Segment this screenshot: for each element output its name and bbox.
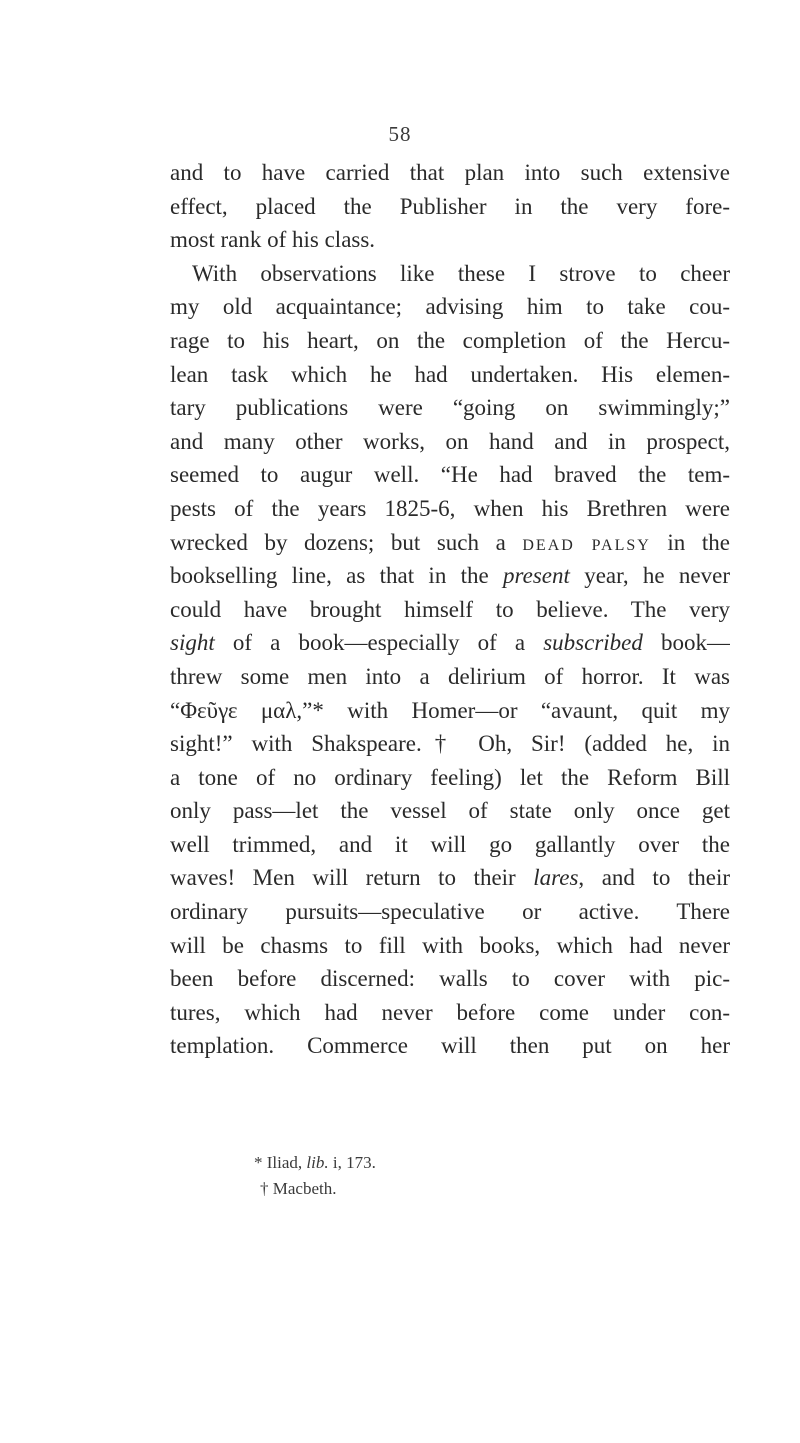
text-run: waves! Men will return to their [170, 865, 534, 891]
text-line: a tone of no ordinary feeling) let the Reform Bill [170, 764, 730, 790]
text-line: pests of the years 1825-6, when his Brethren were [170, 495, 730, 521]
body-text [170, 156, 730, 1063]
text-line: and many other works, on hand and in prospect, [170, 428, 730, 454]
text-line: tures, which had never before come under con- [170, 999, 730, 1025]
text-line: most rank of his class. [170, 227, 376, 253]
text-run: book— [642, 630, 730, 656]
italic-run: subscribed [543, 630, 643, 656]
text-line [170, 526, 730, 560]
text-line [170, 626, 730, 660]
text-line [170, 559, 730, 593]
text-line: lean task which he had undertaken. His elemen- [170, 361, 730, 387]
text-line: my old acquaintance; advising him to take cou- [170, 294, 730, 320]
text-run: of a book—especially of a [214, 630, 544, 656]
text-run: year, he never [569, 563, 730, 589]
footnotes [254, 1150, 376, 1202]
text-line: will be chasms to fill with books, which had never [170, 932, 730, 958]
italic-run: present [503, 563, 570, 589]
text-line: rage to his heart, on the completion of the Hercu- [170, 327, 730, 353]
page-number: 58 [388, 122, 412, 146]
text-line: seemed to augur well. “He had braved the tem- [170, 462, 730, 488]
text-line: “Φεῦγε μαλ,”* with Homer—or “avaunt, quit my [170, 697, 730, 723]
text-line: templation. Commerce will then put on her [170, 1033, 730, 1059]
text-line: only pass—let the vessel of state only once get [170, 798, 730, 824]
text-run: wrecked by dozens; but such a [170, 529, 523, 555]
text-line: ordinary pursuits—speculative or active. There [170, 899, 730, 925]
small-caps-run: DEAD PALSY [522, 536, 651, 554]
text-run: in the [650, 529, 730, 555]
text-line [170, 861, 730, 895]
footnote-text: * Iliad, [254, 1153, 307, 1172]
footnote-macbeth: † Macbeth. [260, 1179, 337, 1198]
text-line: could have brought himself to believe. The very [170, 596, 730, 622]
text-line: well trimmed, and it will go gallantly over the [170, 831, 730, 857]
text-line: effect, placed the Publisher in the very fore- [170, 193, 730, 219]
text-line: With observations like these I strove to cheer [192, 260, 730, 286]
text-line: tary publications were “going on swimmingly;” [170, 395, 730, 421]
text-run: , and to their [578, 865, 730, 891]
text-line: been before discerned: walls to cover with pic- [170, 966, 730, 992]
text-run: bookselling line, as that in the [170, 563, 504, 589]
footnote-text: i, 173. [328, 1153, 376, 1172]
italic-run: lares [533, 865, 579, 891]
text-line: threw some men into a delirium of horror. It was [170, 663, 730, 689]
footnote-iliad [254, 1150, 376, 1176]
text-line: and to have carried that plan into such extensive [170, 160, 730, 185]
footnote-italic: lib. [306, 1153, 329, 1172]
text-line: sight!” with Shakspeare.† Oh, Sir! (added he, in [170, 731, 730, 757]
italic-run: sight [170, 630, 215, 656]
